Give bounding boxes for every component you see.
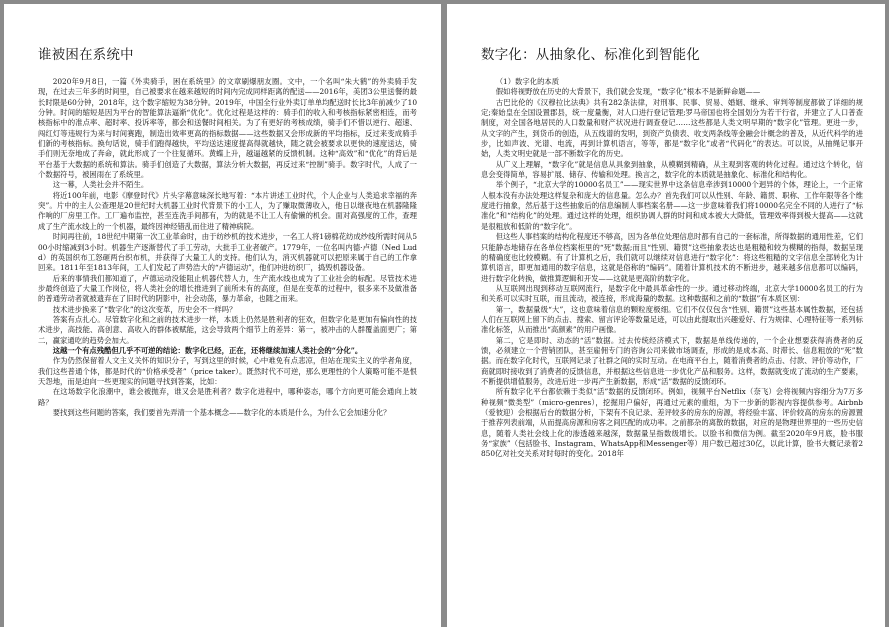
left-body xyxy=(38,77,417,418)
right-body xyxy=(481,77,863,460)
bold-text: 这越一个有点残酷但几乎不可逆的结论：数字化已经，正在，还将继续加速人类社会的“分化”。 xyxy=(52,345,363,355)
section-title: 数字化：从抽象化、标准化到智能化 xyxy=(481,48,701,63)
paragraph: 假如将视野放在历史的大背景下，我们就会发现，“数字化”根本不是新鲜命题—— xyxy=(495,87,761,97)
paragraph: 答案有点扎心。尽管数字化和之前的技术进步一样，本质上仍然是胜利者的狂欢，但数字化是更加有偏向性的技术进步，高技能、高创意、高收入的群体被赋能，这会导致两个细节上的差异：第一，被冲击的人群覆盖面更广；第二，赢家通吃的趋势会加大。 xyxy=(38,314,417,345)
paragraph: 这一幕，人类社会并不陌生。 xyxy=(52,180,149,190)
paragraph: 要找到这些问题的答案，我们要首先弄清一个基本概念——数字化的本质是什么，为什么它会加速分化？ xyxy=(52,408,391,417)
paragraph: 2020年9月8日，一篇《外卖骑手，困在系统里》的文章刷爆朋友圈。文中，一个名叫“朱大鹤”的外卖骑手发现，在过去三年多的时间里，自己被要求在越来越短的时间内完成同样距离的配送——2016年，美团3公里送餐的最长时限是60分钟，2018年，这个数字缩短为38分钟。2019年，中国全行业外卖订单单均配送时长比3年前减少了10分钟。时间的缩短是因为平台的智能算法逼渐“优化”。优化过程是这样的：骑手们的收入和考核指标紧密相连，而考核指标中的准点率、超时率、投诉率等，都会和送餐时间相关。为了有更好的考核成绩，骑手们不惜以逆行、超速、闯红灯等违规行为来与时间赛跑，制造出效率更高的指标数据——这些数据又会形成新的平均指标，反过来变成骑手们新的考核指标。换句话说，骑手们跑得越快，平均送达速度提高得就越快，随之就会被要求以更快的速度送达，骑手们则无奈地成了奔命，就此形成了一个往复循环。黄蝶上升，越逼越紧的反馈机制。这种“高效”和“优化”的背后是平台基于大数据的系统和算法。骑手们创造了大数据，算法分析大数据，再反过来“控制”骑手。数字时代，人成了一个数据符号，被困雨在了系统里。 xyxy=(38,77,417,180)
paragraph: 技术进步换来了“数字化”的这次变革，历史会不一样吗？ xyxy=(52,304,237,314)
paragraph: 第一，数据量级“大”，这也意味着信息的颗粒度极细。它们不仅仅包含“性别、籍贯”这些基本属性数据，还包括人们在互联网上留下的点击、搜索、留言评论等数量足迹，可以由此提取出兴趣爱好、行为规律、心理特征等一系列标准化标签，从而推出“高颜素”的用户画像。 xyxy=(481,304,863,335)
paragraph: 从互联网出现到移动互联网流行，是数字化中最具革命性的一步。通过移动终端，北京大学10000名员工的行为和关系可以实时互联，而且流动，被连接，形成海量的数据。这种数据和之前的“数据”有本质区别： xyxy=(481,283,863,304)
paragraph: 在这场数字化浪潮中，谁会被抛弃，谁又会是胜利者？数字化进程中，哪种姿态，哪个方向更可能会通向上坡路？ xyxy=(38,387,417,407)
right-page xyxy=(447,4,885,627)
paragraph: 第二，它是即时、动态的“活”数据。过去传统经济模式下，数据是单线传递的，一个企业想要获得消费者的反馈，必须建立一个营销团队，甚至雇佣专门的咨询公司来做市场调查，形成的是成本高、时滞长、信息粗放的“死”数据。而在数字化时代，互联网记录了社群之间的实时互动。在电商平台上，随着消费者的点击、付款、评价等动作，厂商就即时接收到了消费者的反馈信息，并根据这些信息进一步优化产品和服务。这样，数据就变成了流动的生产要素，不断提供增值服务，改进后进一步再产生新数据，形成“活”数据的反馈闭环。 xyxy=(481,335,863,386)
bold-paragraph xyxy=(38,346,417,356)
paragraph: 所有数字化平台都依赖于类似“活”数据的反馈闭环。例如，视频平台Netflix（奈飞）会将视频内容细分为7万多种视频“微类型”（micro-genres），挖掘用户偏好，再通过元素的重组，为下一步新的影视内容提供参考。Airbnb（爱彼迎）会根据后台的数据分析，下架有不良记录、差评较多的房东的房源，将经验丰富、评价较高的房东的房源置于推荐列表前端，从而提高房源和房客之间匹配的成功率。之前都杂的离散的数据，对应的是物理世界里的一些历史信息，随着人类社会线上化的渗透越来越深，数据量呈指数级增长。以脸书和微信为例。截至2020年9月底，脸书服务“家族”（包括脸书、Instagram、WhatsApp和Messenger等）用户数已超过30亿，以此计算，脸书大概记录着2850亿对社交关系对时每时的变化。2018年 xyxy=(481,387,863,459)
paragraph: 举个例子，“北京大学的10000名员工”——现实世界中这条信息牵涉到10000个迥异的个体，理论上，一个正常人根本没有办法处理这样复杂和庞大的信息量。怎么办？首先我们可以从性别、年龄、籍贯、职称、工作年限等各个维度进行抽象，然后基于这些抽象后的信息编制人事档案名册——这一步意味着我们将10000名完全不同的人进行了“标准化”和“结构化”的处理。通过这样的处理，组织协调人群的时间和成本被大大降低，管理效率得到极大提高——这就是很粗放和低阶的“数字化”。 xyxy=(481,180,863,231)
left-page xyxy=(4,4,441,627)
paragraph: 时间再往前，18世纪中期第一次工业革命时，由于纺纱机的技术进步，一名工人将1磅棉花纺成纱线所需时间从500小时缩减到3小时。机器生产逐渐替代了手工劳动，大批手工业者破产。1779年，一位名叫内德·卢德（Ned Ludd）的英国织布工怒砸两台织布机，并获得了大量工人的支持。他们认为，消灭机器就可以把原来属于自己的工作拿回来。1811年至1813年间，工人们发起了声势浩大的“卢德运动”，他们冲进纺织厂，捣毁机器设备。 xyxy=(38,232,417,273)
paragraph: 将近100年前，电影《摩登时代》片头字幕意味深长地写着：“本片讲述工业时代，个人企业与人类追求幸福的奔突”。片中的主人公查理是20世纪时大机器工业时代背景下的小工人，为了赚取微薄收入，他日以继夜地在机器隆隆作响的厂房里工作。工厂遍布监控，甚至连洗手间都有，为的就是不让工人有偷懒的机会。面对高强度的工作，查理成了生产流水线上的一个机器，最终因神经错乱而住进了精神病院。 xyxy=(38,190,417,231)
subsection-heading: （1）数字化的本质 xyxy=(495,77,560,86)
paragraph: 但这些人事档案的结构化程度还不够高，因为各单位处理信息时都有自己的一套标准，所得数据的通用性差，它们只能静态地储存在各单位档案柜里的“死”数据;而且“性别、籍贯”这些抽象表达也是粗糙和较为模糊的指得，数据呈现的精确度也比较模糊。有了计算机之后，我们就可以继续对信息进行“数字化”：将这些粗糙的文字信息全部转化为计算机语言，即更加通用的数字信息，这就是俗称的“编码”。随着计算机技术的不断进步，越来越多信息都可以编码，进行数字化转换，做推算逻辑和开发——这就是更高阶的数字化。 xyxy=(481,232,863,283)
paragraph: 后来的事情我们都知道了，卢德运动没能阻止机器代替人力，生产流水线也成为了工业社会的标配。尽管技术进步最终创造了大量工作岗位，将人类社会的增长推进到了前所未有的高度，但是在变革的过程中，很多来不及做准备的普通劳动者就被遗弃在了旧时代的阴影中，社会动荡，暴力革命，也随之而来。 xyxy=(38,273,417,304)
paragraph: 古巴比伦的《汉穆拉比法典》共有282条法律，对刑事、民事、贸易、婚姻、继承、审判等制度都做了详细的规定;秦始皇在全国设置郡县，统一度量衡，对人口进行登记管理;罗马帝国也将全国划分为若干行省，并建立了人口普查制度，对全国各地居民的人口数量和财产状况进行调查登记……这些都是人类文明早期的“数字化”管理。更进一步，从文字的产生，到货币的创造，从五线谱的发明，到资产负债表、收支两条线等金融会计概念的普及，从近代科学的进步，比如声波、光谱、电流，再到计算机语言，等等，都是“数字化”或者“代码化”的表达。可以说，从抽绳记事开始，人类文明史就是一部不断数字化的历史。 xyxy=(481,97,863,159)
paragraph: 作为仍然保留着人文主义关怀的知识分子，写到这里的时候，心中难免有点悲凉，但站在现实主义的学者角度，我们这些普通个体，都是时代的“价格承受者”（price taker）。既然时代不可逆，那么更理性的个人策略可能不是恨天怨地，而是迫向一些更现实的问题寻找到答案，比如： xyxy=(38,356,417,386)
paragraph: 从广义上理解，“数字化”就是信息从具象到抽象，从模糊到精确，从主观到客观的转化过程。通过这个转化，信息会变得简单，容易扩展、储存、传输和处理。换言之，数字化的本质就是抽象化、标准化和结构化。 xyxy=(481,159,863,180)
chapter-title: 谁被困在系统中 xyxy=(38,48,134,63)
